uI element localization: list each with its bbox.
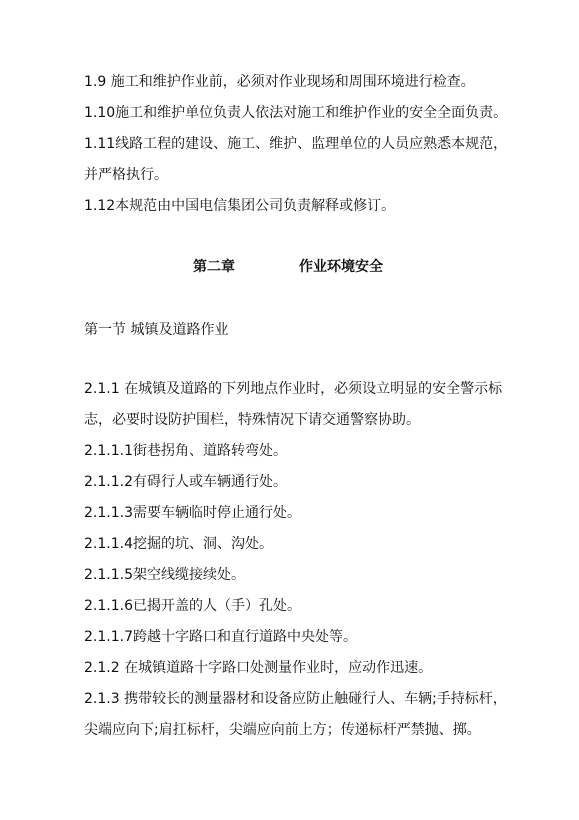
clause-1-11-line-1: 1.11线路工程的建设、施工、维护、监理单位的人员应熟悉本规范， bbox=[84, 136, 508, 152]
clause-2-1-3-line-2: 尖端应向下;肩扛标杆，尖端应向前上方；传递标杆严禁抛、掷。 bbox=[84, 722, 481, 738]
clause-1-9: 1.9 施工和维护作业前，必须对作业现场和周围环境进行检查。 bbox=[84, 74, 475, 90]
clause-2-1-2: 2.1.2 在城镇道路十字路口处测量作业时，应动作迅速。 bbox=[84, 660, 433, 676]
clause-1-11-line-2: 并严格执行。 bbox=[84, 167, 168, 183]
clause-1-10: 1.10施工和维护单位负责人依法对施工和维护作业的安全全面负责。 bbox=[84, 105, 508, 121]
clause-2-1-1-5: 2.1.1.5架空线缆接续处。 bbox=[84, 567, 245, 583]
clause-2-1-3-line-1: 2.1.3 携带较长的测量器材和设备应防止触碰行人、车辆;手持标杆， bbox=[84, 691, 507, 707]
clause-2-1-1-line-1: 2.1.1 在城镇及道路的下列地点作业时，必须设立明显的安全警示标 bbox=[84, 381, 503, 397]
clause-1-12: 1.12本规范由中国电信集团公司负责解释或修订。 bbox=[84, 198, 396, 214]
clause-2-1-1-2: 2.1.1.2有碍行人或车辆通行处。 bbox=[84, 474, 287, 490]
chapter-number: 第二章 bbox=[193, 259, 235, 275]
clause-2-1-1-4: 2.1.1.4挖掘的坑、洞、沟处。 bbox=[84, 536, 273, 552]
chapter-title: 作业环境安全 bbox=[299, 259, 383, 275]
clause-2-1-1-line-2: 志，必要时设防护围栏，特殊情况下请交通警察协助。 bbox=[84, 412, 420, 428]
clause-2-1-1-6: 2.1.1.6已揭开盖的人（手）孔处。 bbox=[84, 598, 301, 614]
clause-2-1-1-7: 2.1.1.7跨越十字路口和直行道路中央处等。 bbox=[84, 629, 357, 645]
section-heading: 第一节 城镇及道路作业 bbox=[84, 322, 229, 338]
clause-2-1-1-3: 2.1.1.3需要车辆临时停止通行处。 bbox=[84, 505, 301, 521]
clause-2-1-1-1: 2.1.1.1街巷拐角、道路转弯处。 bbox=[84, 443, 287, 459]
